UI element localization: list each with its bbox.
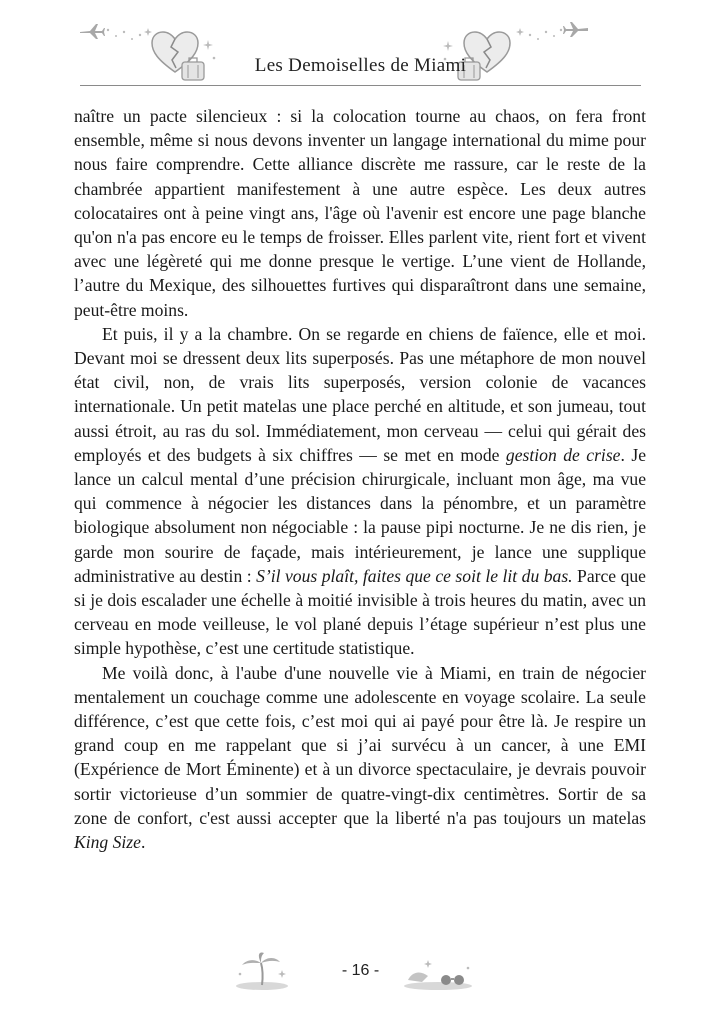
paragraph-text: . Je lance un calcul mental d’une précision chirurgicale, incluant mon âge, ma vue qui commence à négocier les distances dans la pénombre, et un paramètre biologique absolument non négociable : la pause pipi nocturne. Je ne dis rien, je garde mon sourire de façade, mais intérieurement, je lance une supplique administrative au destin : bbox=[74, 444, 646, 586]
italic-phrase: S’il vous plaît, faites que ce soit le lit du bas. bbox=[256, 565, 573, 586]
italic-phrase: gestion de crise bbox=[505, 444, 621, 465]
page-footer bbox=[0, 948, 721, 1008]
body-paragraph bbox=[74, 322, 646, 661]
paragraph-text: Me voilà donc, à l'aube d'une nouvelle vie à Miami, en train de négocier mentalement un couchage comme une adolescente en voyage scolaire. La seule différence, c’est que cette fois, c’est moi qui ai payé pour être là. Je respire un grand coup en me rappelant que si j’ai survécu à un cancer, à une EMI (Expérience de Mort Éminente) et à un divorce spectaculaire, je devrais pouvoir sortir victorieuse d’un sommier de quatre-vingt-dix centimètres. Sortir de sa zone de confort, c'est aussi accepter que la liberté n'a pas toujours un matelas bbox=[74, 662, 646, 828]
running-header bbox=[0, 0, 721, 98]
paragraph-text: . bbox=[140, 832, 146, 853]
page-number: - 16 - bbox=[341, 962, 380, 979]
header-divider bbox=[80, 85, 641, 86]
chapter-body-text bbox=[74, 104, 646, 854]
paragraph-text: naître un pacte silencieux : si la colocation tourne au chaos, on fera front ensemble, même si nous devons inventer un langage international du mime pour nous faire comprendre. Cette alliance discrète me rassure, car le reste de la chambrée appartient manifestement à une autre espèce. Les deux autres colocataires ont à peine vingt ans, l'âge où l'avenir est encore une page blanche qu'on n'a pas encore eu le temps de froisser. Elles parlent vite, rient fort et vivent avec une légèreté qui me donne presque le vertige. L’une vient de Hollande, l’autre du Mexique, des silhouettes furtives qui disparaîtront dans une semaine, peut-être moins. bbox=[74, 106, 646, 320]
stars-icon bbox=[104, 24, 152, 46]
airplane-icon bbox=[562, 20, 590, 38]
airplane-icon bbox=[78, 22, 106, 40]
stars-icon bbox=[516, 24, 564, 46]
body-paragraph bbox=[74, 661, 646, 855]
paragraph-text: Et puis, il y a la chambre. On se regarde en chiens de faïence, elle et moi. Devant moi se dressent deux lits superposés. Pas une métaphore de mon nouvel état civil, non, de vrais lits superposés, version colonie de vacances internationale. Un petit matelas une place perché en altitude, et son jumeau, tout aussi étroit, au ras du sol. Immédiatement, mon cerveau — celui qui gérait des employés et des budgets à six chiffres — se met en mode bbox=[74, 323, 646, 465]
italic-phrase: King Size bbox=[74, 832, 141, 853]
beach-sunglasses-icon bbox=[402, 954, 474, 992]
paragraph-text: Parce que si je dois escalader une échelle à moitié invisible à trois heures du matin, avec un cerveau en mode veilleuse, le vol plané depuis l’étage supérieur n’est plus une simple hypothèse, c’est une certitude statistique. bbox=[74, 565, 646, 659]
body-paragraph bbox=[74, 104, 646, 322]
running-header-title: Les Demoiselles de Miami bbox=[254, 55, 467, 76]
